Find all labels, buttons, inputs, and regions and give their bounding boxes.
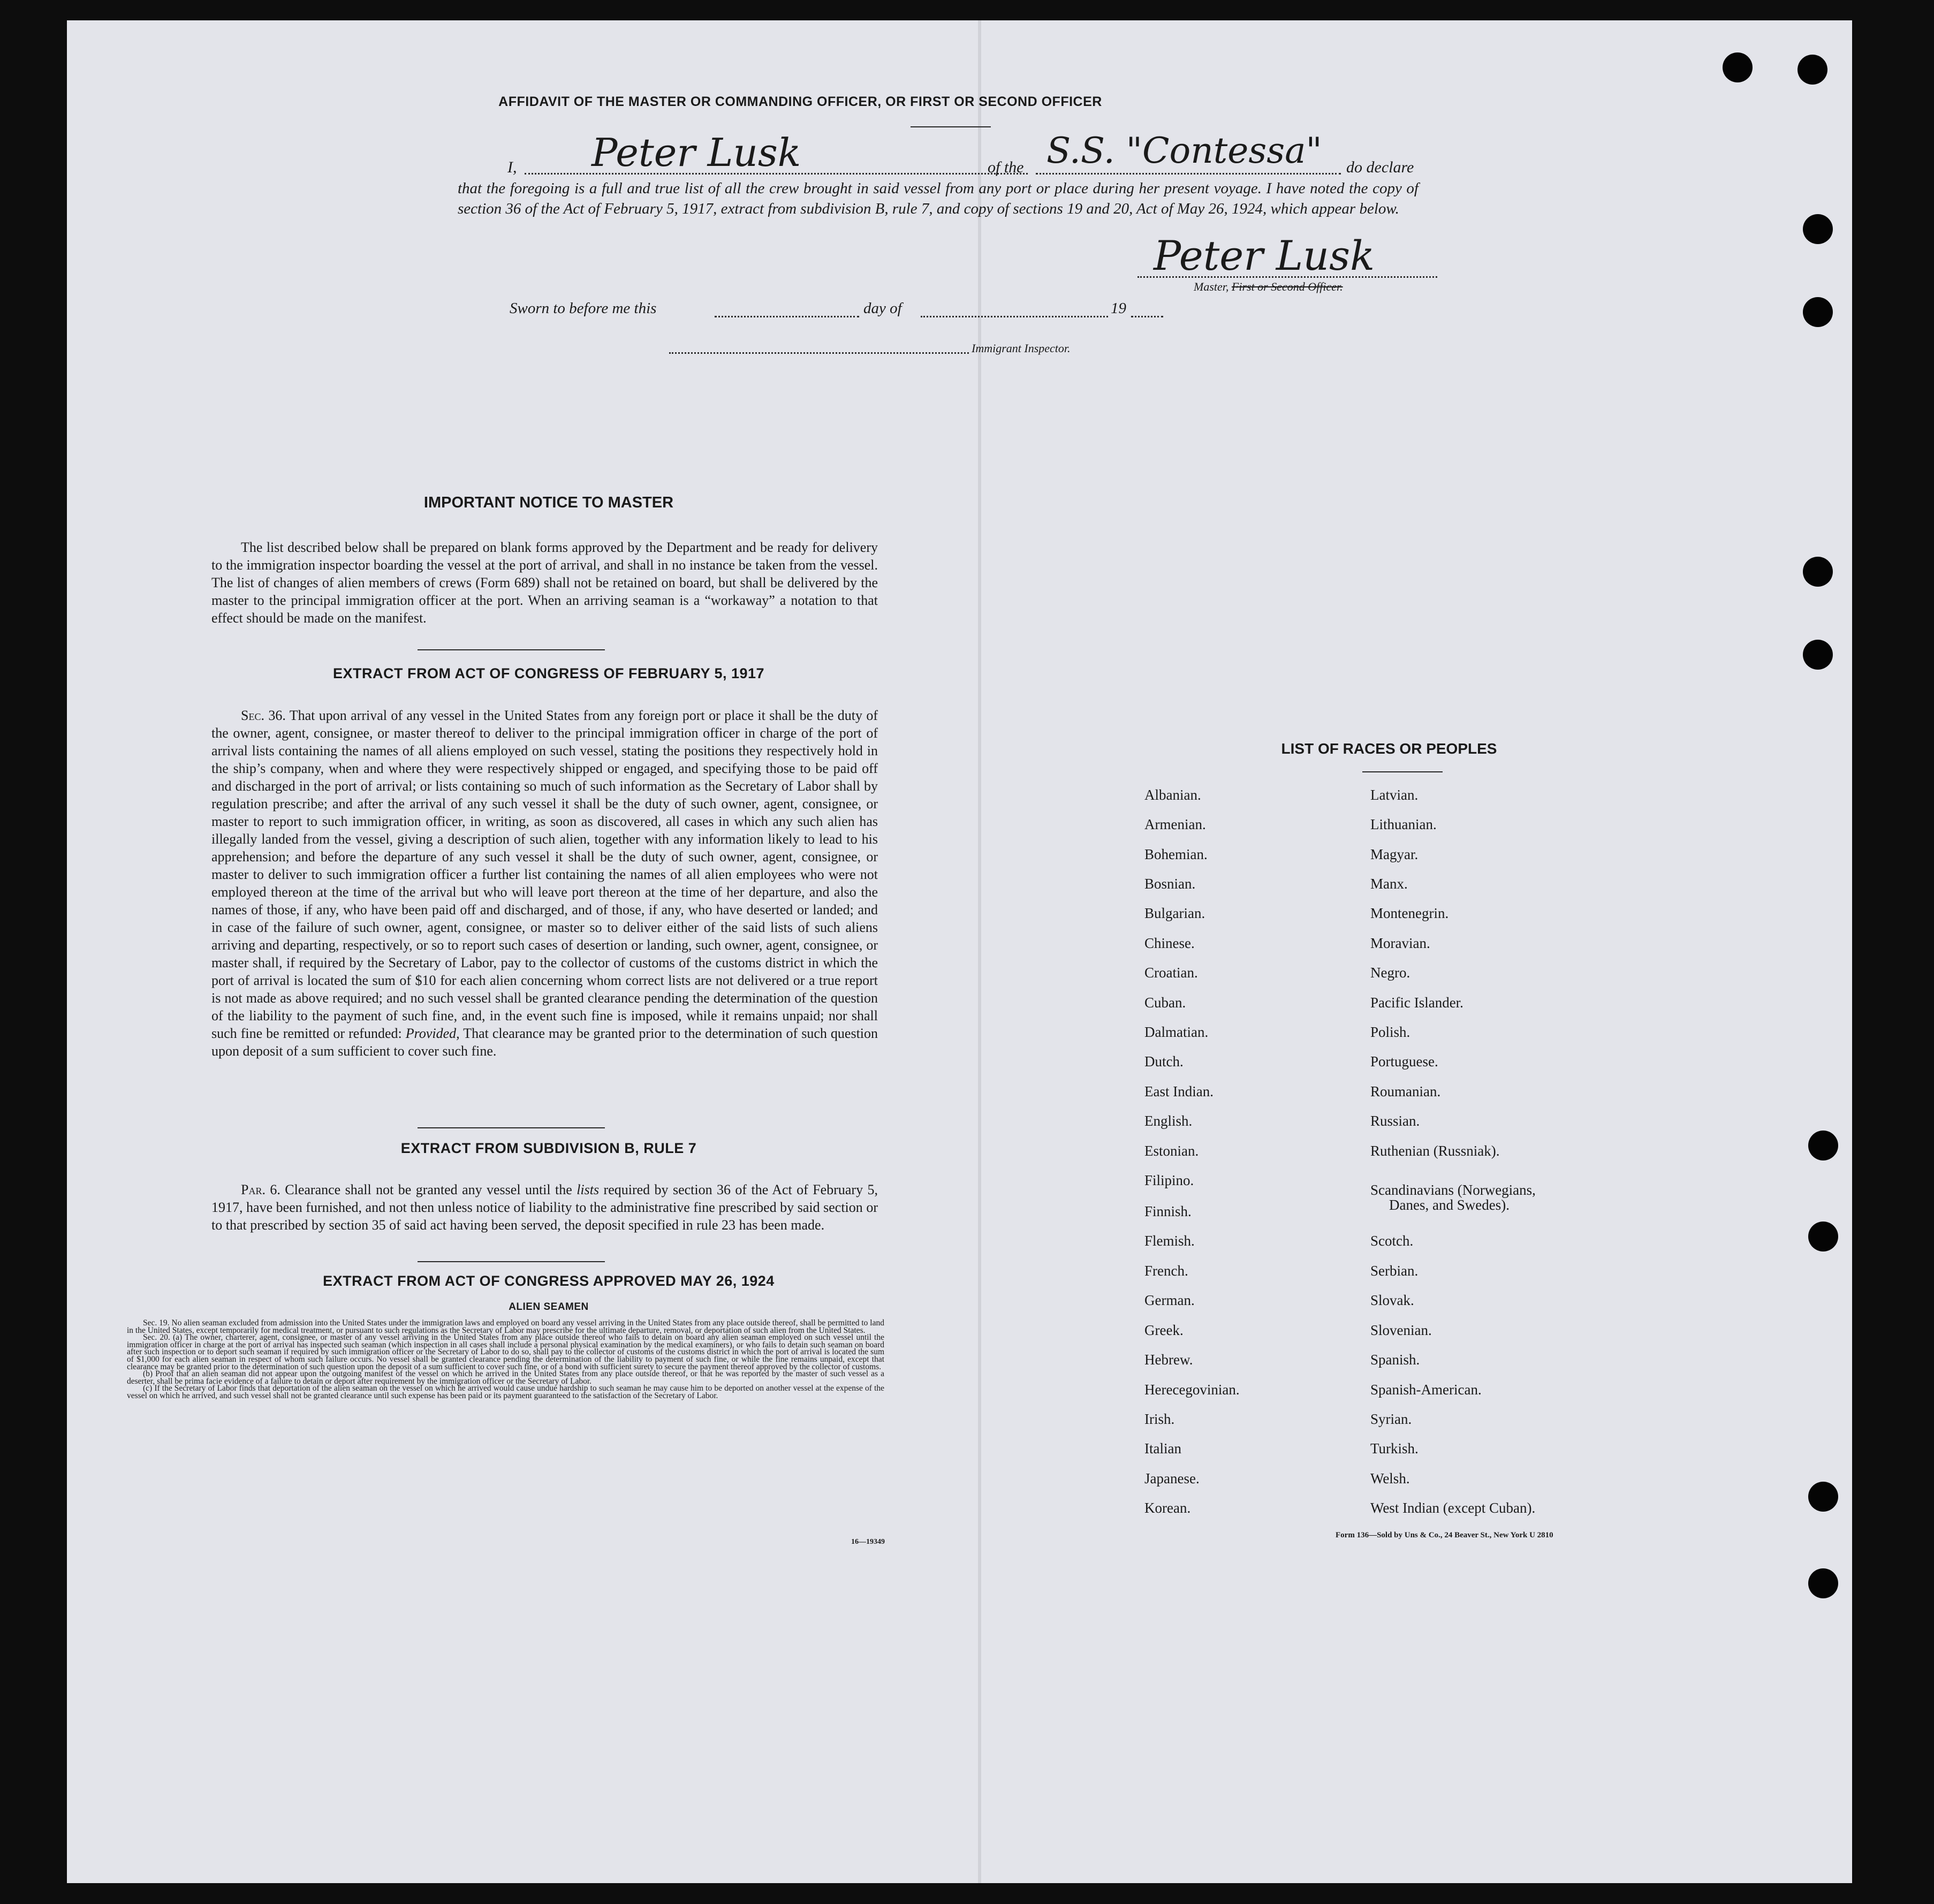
race-item: Flemish. [1144,1233,1195,1249]
sworn-text: Sworn to before me this [510,300,657,317]
rule7-heading: EXTRACT FROM SUBDIVISION B, RULE 7 [400,1140,697,1156]
divider [418,1127,605,1128]
race-item: Turkish. [1370,1440,1419,1457]
race-item: Danes, and Swedes). [1389,1197,1510,1213]
race-item: Ruthenian (Russniak). [1370,1143,1500,1159]
race-item: Hebrew. [1144,1352,1193,1368]
race-item: Lithuanian. [1370,816,1437,832]
race-item: Magyar. [1370,846,1419,862]
race-item: Scandinavians (Norwegians, [1370,1182,1536,1198]
race-item: Syrian. [1370,1411,1412,1427]
punch-hole [1808,1482,1838,1512]
sworn-day-line [715,316,859,317]
act1924-heading: EXTRACT FROM ACT OF CONGRESS APPROVED MAY 26, 1924 [323,1273,775,1289]
race-item: Polish. [1370,1024,1410,1040]
race-item: Estonian. [1144,1143,1199,1159]
race-item: Armenian. [1144,816,1206,832]
act1924-sec19: Sec. 19. No alien seaman excluded from admission into the United States under the immigration laws and employed on board any vessel arriving in the United States from any place outside thereof, shall be permitted to land in the United States, except temporarily for medical treatment, or pursuant to such regulations as the Secretary of Labor may prescribe for the ultimate departure, removal, or deportation of such alien from the United States. [127,1318,884,1335]
race-item: English. [1144,1113,1193,1129]
race-item: Moravian. [1370,935,1430,951]
race-item: Cuban. [1144,995,1186,1011]
punch-hole [1808,1131,1838,1160]
punch-hole [1798,55,1827,85]
affidavit-i: I, [507,158,517,176]
race-item: Latvian. [1370,787,1419,803]
punch-hole [1803,557,1833,587]
race-item: Negro. [1370,965,1410,981]
race-item: Slovak. [1370,1292,1414,1308]
act1917-heading: EXTRACT FROM ACT OF CONGRESS OF FEBRUARY 5, 1917 [332,665,765,681]
act1917-section [211,707,878,1060]
race-item: Welsh. [1370,1470,1410,1486]
divider [911,126,991,127]
sworn-month-line [921,316,1108,317]
race-item: Italian [1144,1440,1181,1457]
divider [418,649,605,650]
inspector-caption: Immigrant Inspector. [972,342,1071,355]
race-item: Dutch. [1144,1053,1184,1069]
notice-heading: IMPORTANT NOTICE TO MASTER [423,494,674,511]
affidavit-of-the: of the [988,158,1024,176]
act1917-sec-label: Sec. 36. [241,708,286,723]
race-item: East Indian. [1144,1083,1214,1099]
act1924-sec20c: (c) If the Secretary of Labor finds that deportation of the alien seaman on the vessel on which he arrived would cause undue hardship to such seaman he may cause him to be deported on another vessel at the expense of the vessel on which he arrived, and such vessel shall not be granted clearance until such expense has been paid or its payment guaranteed to the satisfaction of the Secretary of Labor. [127,1384,884,1400]
race-item: Korean. [1144,1500,1191,1516]
notice-text: The list described below shall be prepared on blank forms approved by the Department and be ready for delivery to the immigration inspector boarding the vessel at the port of arrival, and shall in no instance be taken from the vessel. The list of changes of alien members of crews (Form 689) shall not be retained on board, but shall be delivered by the master to the principal immigration officer at the port. When an arriving seaman is a “workaway” a notation to that effect should be made on the manifest. [211,540,878,626]
printer-footer: Form 136—Sold by Uns & Co., 24 Beaver St., New York U 2810 [1336,1531,1553,1539]
punch-hole [1808,1222,1838,1251]
sworn-day-of: day of [863,300,902,317]
races-heading: LIST OF RACES OR PEOPLES [1281,740,1497,757]
race-item: Irish. [1144,1411,1175,1427]
race-item: Bulgarian. [1144,905,1205,921]
race-item: Spanish-American. [1370,1382,1482,1398]
punch-hole [1803,297,1833,327]
race-item: Bohemian. [1144,846,1208,862]
race-item: Russian. [1370,1113,1420,1129]
race-item: Dalmatian. [1144,1024,1209,1040]
handwritten-vessel-name: S.S. "Contessa" [1046,130,1322,171]
race-item: Serbian. [1370,1263,1419,1279]
act1924-sec20b: (b) Proof that an alien seaman did not appear upon the outgoing manifest of the vessel on which he arrived in the United States from any place outside thereof, or that he was reported by the master of such vessel as a deserter, shall be prima facie evidence of a failure to detain or deport after requirement by the immigration officer or the Secretary of Labor. [127,1369,884,1386]
form-code: 16—19349 [851,1538,885,1546]
race-item: Manx. [1370,876,1408,892]
rule7-lists: lists [577,1182,600,1197]
race-item: French. [1144,1263,1188,1279]
race-item: Greek. [1144,1322,1184,1338]
document-page [67,20,1852,1883]
act1917-provided: Provided, [405,1026,460,1041]
act1917-text: That upon arrival of any vessel in the United States from any foreign port or place it shall be the duty of the owner, agent, consignee, or master thereof to deliver to the principal immigration officer in charge of the port of arrival lists containing the names of all aliens employed on such vessel, stating the positions they respectively hold in the ship’s company, when and where they were respectively shipped or engaged, and specifying those to be paid off and discharged in the port of arrival; or lists containing so much of such information as the Secretary of Labor shall by regulation prescribe; and after the arrival of any such vessel it shall be the duty of such owner, agent, consignee, or master to report to such immigration officer, in writing, as soon as discovered, all cases in which any such alien has illegally landed from the vessel, giving a description of such alien, together with any information likely to lead to his apprehension; and before the departure of any such vessel it shall be the duty of such owner, agent, consignee, or master to deliver to such immigration officer a further list containing the names of all alien employees who were not employed thereon at the time of the arrival but who will leave port thereon at the time of her departure, and also the names of those, if any, who have been paid off and discharged, and of those, if any, who have deserted or landed; and in case of the failure of such owner, agent, consignee, or master so to deliver either of the said lists of such aliens arriving and departing, respectively, or so to report such cases of desertion or landing, such owner, agent, consignee, or master shall, if required by the Secretary of Labor, pay to the collector of customs of the customs district in which the port of arrival is located the sum of $10 for each alien concerning whom correct lists are not delivered or a true report is not made as above required; and no such vessel shall be granted clearance pending the determination of the question of the liability to the payment of such fine, and, in the event such fine is imposed, while it remains unpaid; nor shall such fine be remitted or refunded: [211,708,878,1041]
handwritten-master-name: Peter Lusk [591,130,801,175]
vessel-line [1036,173,1341,175]
punch-hole [1723,52,1753,82]
sworn-year: 19 [1111,300,1126,317]
act1924-body [127,1319,884,1400]
race-item: West Indian (except Cuban). [1370,1500,1536,1516]
race-item: Slovenian. [1370,1322,1432,1338]
affidavit-do-declare: do declare [1346,158,1414,176]
rule7-text-a: Clearance shall not be granted any vessel until the [285,1182,572,1197]
race-item: Bosnian. [1144,876,1196,892]
race-item: Portuguese. [1370,1053,1438,1069]
race-item: Roumanian. [1370,1083,1441,1099]
act1924-sec20a: Sec. 20. (a) The owner, charterer, agent, consignee, or master of any vessel arriving in the United States from any place outside thereof who fails to detain on board any alien seaman employed on such vessel until the immigration officer in charge at the port of arrival has inspected such seaman (which inspection in all cases shall include a personal physical examination by the medical examiners), or who fails to detain such seaman on board after such inspection or to deport such seaman if required by such immigration officer or the Secretary of Labor to do so, shall pay to the collector of customs of the customs district in which the port of arrival is located the sum of $1,000 for each alien seaman in respect of whom such failure occurs. No vessel shall be granted clearance pending the determination of the liability to payment of such fine, or while the fine remains unpaid, except that clearance may be granted prior to the determination of such question upon the deposit of a sum sufficient to cover such fine, or of a bond with sufficient surety to secure the payment thereof approved by the collector of customs. [127,1333,884,1371]
inspector-line [669,352,969,354]
divider [418,1261,605,1262]
master-signature: Peter Lusk [1154,232,1375,279]
affidavit-heading: AFFIDAVIT OF THE MASTER OR COMMANDING OFFICER, OR FIRST OR SECOND OFFICER [498,94,1102,109]
signature-caption-master: Master, [1194,280,1229,293]
act1924-subheading: ALIEN SEAMEN [509,1301,589,1313]
race-item: Chinese. [1144,935,1195,951]
race-item: Albanian. [1144,787,1201,803]
race-item: Montenegrin. [1370,905,1449,921]
race-item: German. [1144,1292,1195,1308]
rule7-text-b: required by section 36 of the Act of February 5, 1917, have been furnished, and not then unless notice of liability to the administrative fine prescribed by said section or to that prescribed by section 35 of said act having been served, the deposit specified in rule 23 has been made. [211,1182,878,1233]
punch-hole [1803,214,1833,244]
affidavit-body: that the foregoing is a full and true list of all the crew brought in said vessel from any port or place during her present voyage. I have noted the copy of section 36 of the Act of February 5, 1917, extract from subdivision B, rule 7, and copy of sections 19 and 20, Act of May 26, 1924, which appear below. [458,180,1419,217]
sworn-year-line [1131,316,1163,317]
act1917-tail: That clearance may be granted prior to the determination of such question upon deposit of a sum sufficient to cover such fine. [211,1026,878,1059]
race-item: Pacific Islander. [1370,995,1463,1011]
signature-caption [1194,280,1343,294]
race-item: Filipino. [1144,1172,1194,1188]
race-item: Spanish. [1370,1352,1420,1368]
signature-caption-struck: First or Second Officer. [1231,280,1343,293]
rule7-section [211,1181,878,1234]
rule7-par-label: Par. 6. [241,1182,280,1197]
signature-line [1137,276,1437,278]
race-item: Scotch. [1370,1233,1414,1249]
race-item: Japanese. [1144,1470,1200,1486]
race-item: Croatian. [1144,965,1198,981]
punch-hole [1803,640,1833,670]
divider [1362,771,1443,772]
punch-hole [1808,1568,1838,1598]
page-fold [978,20,981,1883]
race-item: Herecegovinian. [1144,1382,1240,1398]
race-item: Finnish. [1144,1203,1192,1219]
